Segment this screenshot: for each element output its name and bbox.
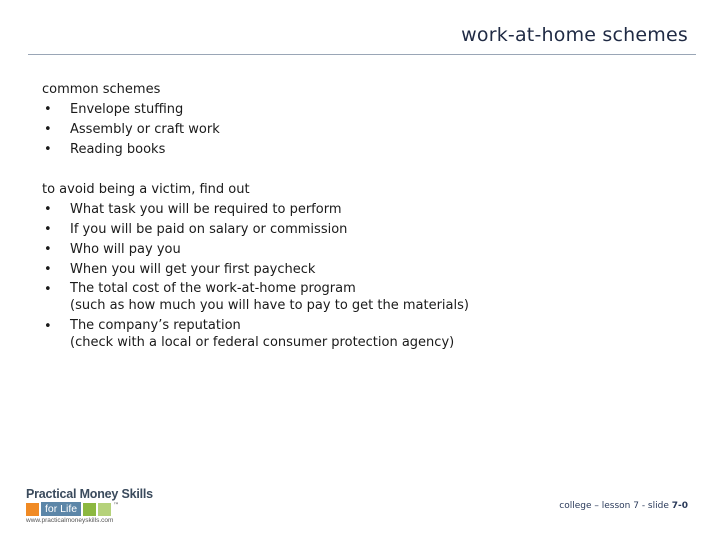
bullet-icon: • [44,282,52,297]
common-schemes-heading: common schemes [42,82,161,97]
common-schemes-section [42,80,220,160]
list-item-subtext: (such as how much you will have to pay to get the materials) [70,298,469,313]
avoid-victim-list [42,200,469,351]
list-item [42,317,469,351]
bullet-icon: • [44,262,52,277]
bullet-icon: • [44,242,52,257]
avoid-victim-heading: to avoid being a victim, find out [42,182,250,197]
list-item-text: The company’s reputation [70,318,241,333]
bullet-icon: • [44,142,52,157]
list-item-text: Who will pay you [70,242,181,257]
light-green-square-icon [98,503,111,516]
orange-square-icon [26,503,39,516]
title-divider [28,54,696,55]
common-schemes-list [42,100,220,160]
logo-mark-row [26,502,156,516]
list-item-text: Assembly or craft work [70,122,220,137]
list-item-text: What task you will be required to perform [70,202,342,217]
logo-title: Practical Money Skills [26,487,153,501]
list-item [42,260,469,280]
practical-money-skills-logo [26,487,156,527]
slide-title: work-at-home schemes [461,24,688,46]
list-item [42,280,469,314]
list-item [42,200,469,220]
footer-lesson-text: college – lesson 7 - slide [559,501,672,511]
logo-url: www.practicalmoneyskills.com [26,517,114,524]
logo-for-life: for Life [41,502,81,516]
footer-slide-number: 7-0 [671,501,688,511]
list-item [42,120,220,140]
list-item [42,140,220,160]
list-item-subtext: (check with a local or federal consumer protection agency) [70,335,455,350]
list-item-text: Envelope stuffing [70,102,184,117]
list-item-text: If you will be paid on salary or commission [70,222,348,237]
list-item [42,100,220,120]
avoid-victim-section [42,180,469,354]
trademark-mark: ™ [113,502,120,509]
list-item-text: Reading books [70,142,166,157]
bullet-icon: • [44,102,52,117]
bullet-icon: • [44,319,52,334]
list-item-text: The total cost of the work-at-home program [70,281,356,296]
bullet-icon: • [44,122,52,137]
bullet-icon: • [44,222,52,237]
list-item [42,220,469,240]
slide-footer [559,501,688,511]
bullet-icon: • [44,202,52,217]
list-item-text: When you will get your first paycheck [70,262,316,277]
green-square-icon [83,503,96,516]
list-item [42,240,469,260]
